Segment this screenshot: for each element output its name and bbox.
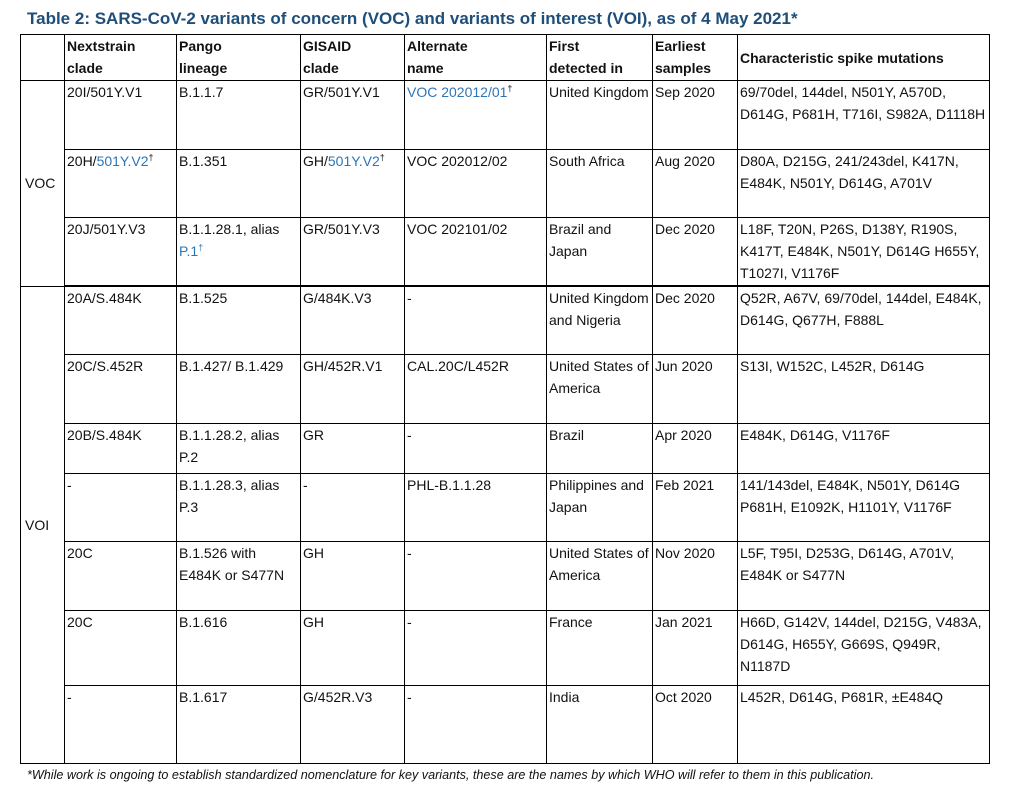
earliest-cell: Dec 2020 <box>653 286 738 355</box>
first-detected-cell: United Kingdom and Nigeria <box>547 286 653 355</box>
alternate-cell: VOC 202012/02 <box>405 149 547 218</box>
earliest-cell: Nov 2020 <box>653 542 738 611</box>
nextstrain-cell: 20C/S.452R <box>65 355 177 424</box>
nextstrain-cell: 20H/501Y.V2† <box>65 149 177 218</box>
table-row <box>21 81 990 150</box>
pango-cell: B.1.526 with E484K or S477N <box>177 542 301 611</box>
header-first-detected: First detected in <box>547 35 653 81</box>
header-row <box>21 35 990 81</box>
footnote: *While work is ongoing to establish standardized nomenclature for key variants, these are the names by which WHO will refer to them in this publication. <box>27 768 874 782</box>
first-detected-cell: United Kingdom <box>547 81 653 150</box>
earliest-cell: Aug 2020 <box>653 149 738 218</box>
nextstrain-cell: 20C <box>65 610 177 686</box>
nextstrain-cell: 20B/S.484K <box>65 423 177 473</box>
earliest-cell: Oct 2020 <box>653 686 738 764</box>
nextstrain-cell: 20A/S.484K <box>65 286 177 355</box>
mutations-cell: L18F, T20N, P26S, D138Y, R190S, K417T, E484K, N501Y, D614G H655Y, T1027I, V1176F <box>738 218 990 287</box>
alternate-cell: - <box>405 423 547 473</box>
pango-cell: B.1.1.28.2, alias P.2 <box>177 423 301 473</box>
earliest-cell: Feb 2021 <box>653 474 738 542</box>
first-detected-cell: Brazil <box>547 423 653 473</box>
earliest-cell: Apr 2020 <box>653 423 738 473</box>
mutations-cell: Q52R, A67V, 69/70del, 144del, E484K, D614G, Q677H, F888L <box>738 286 990 355</box>
pango-cell: B.1.1.7 <box>177 81 301 150</box>
earliest-cell: Dec 2020 <box>653 218 738 287</box>
header-alternate-name: Alternate name <box>405 35 547 81</box>
mutations-cell: H66D, G142V, 144del, D215G, V483A, D614G, H655Y, G669S, Q949R, N1187D <box>738 610 990 686</box>
alternate-cell: CAL.20C/L452R <box>405 355 547 424</box>
first-detected-cell: United States of America <box>547 542 653 611</box>
mutations-cell: S13I, W152C, L452R, D614G <box>738 355 990 424</box>
header-nextstrain-clade: Nextstrain clade <box>65 35 177 81</box>
dagger-mark: † <box>148 151 154 162</box>
category-voc: VOC <box>21 81 65 287</box>
voi-group <box>21 286 990 763</box>
earliest-cell: Sep 2020 <box>653 81 738 150</box>
table-row <box>21 149 990 218</box>
first-detected-cell: India <box>547 686 653 764</box>
pango-cell: B.1.427/ B.1.429 <box>177 355 301 424</box>
pango-cell: B.1.525 <box>177 286 301 355</box>
nextstrain-cell: 20C <box>65 542 177 611</box>
alternate-cell: PHL-B.1.1.28 <box>405 474 547 542</box>
table-row <box>21 286 990 355</box>
table-row <box>21 355 990 424</box>
table-title: Table 2: SARS-CoV-2 variants of concern (VOC) and variants of interest (VOI), as of 4 May 2021* <box>27 9 798 28</box>
nextstrain-cell: - <box>65 686 177 764</box>
alternate-cell: - <box>405 542 547 611</box>
first-detected-cell: United States of America <box>547 355 653 424</box>
nextstrain-cell: 20I/501Y.V1 <box>65 81 177 150</box>
nextstrain-cell: 20J/501Y.V3 <box>65 218 177 287</box>
gisaid-cell: G/484K.V3 <box>301 286 405 355</box>
first-detected-cell: Brazil and Japan <box>547 218 653 287</box>
mutations-cell: L452R, D614G, P681R, ±E484Q <box>738 686 990 764</box>
voc-group <box>21 81 990 287</box>
gisaid-cell: GH <box>301 610 405 686</box>
table-row <box>21 610 990 686</box>
pango-cell: B.1.617 <box>177 686 301 764</box>
dagger-mark: † <box>507 83 513 94</box>
gisaid-cell: GR <box>301 423 405 473</box>
dagger-mark: † <box>379 151 385 162</box>
first-detected-cell: France <box>547 610 653 686</box>
dagger-mark: † <box>198 242 204 253</box>
header-empty-cell <box>21 35 65 81</box>
alternate-cell: VOC 202101/02 <box>405 218 547 287</box>
mutations-cell: 141/143del, E484K, N501Y, D614G P681H, E1092K, H1101Y, V1176F <box>738 474 990 542</box>
mutations-cell: E484K, D614G, V1176F <box>738 423 990 473</box>
gisaid-cell: G/452R.V3 <box>301 686 405 764</box>
header-gisaid-clade: GISAID clade <box>301 35 405 81</box>
pango-cell: B.1.1.28.1, alias P.1† <box>177 218 301 287</box>
table-row <box>21 423 990 473</box>
variants-table <box>20 34 990 764</box>
earliest-cell: Jan 2021 <box>653 610 738 686</box>
header-earliest-samples: Earliest samples <box>653 35 738 81</box>
mutations-cell: L5F, T95I, D253G, D614G, A701V, E484K or S477N <box>738 542 990 611</box>
table-row <box>21 474 990 542</box>
table-row <box>21 542 990 611</box>
first-detected-cell: Philippines and Japan <box>547 474 653 542</box>
table-row <box>21 218 990 287</box>
gisaid-cell: - <box>301 474 405 542</box>
first-detected-cell: South Africa <box>547 149 653 218</box>
mutations-cell: 69/70del, 144del, N501Y, A570D, D614G, P681H, T716I, S982A, D1118H <box>738 81 990 150</box>
gisaid-cell: GH/501Y.V2† <box>301 149 405 218</box>
gisaid-cell: GR/501Y.V1 <box>301 81 405 150</box>
nextstrain-cell: - <box>65 474 177 542</box>
header-spike-mutations: Characteristic spike mutations <box>738 35 990 81</box>
alternate-cell: - <box>405 610 547 686</box>
gisaid-cell: GH <box>301 542 405 611</box>
earliest-cell: Jun 2020 <box>653 355 738 424</box>
alternate-cell: - <box>405 686 547 764</box>
pango-cell: B.1.351 <box>177 149 301 218</box>
gisaid-cell: GH/452R.V1 <box>301 355 405 424</box>
table-row <box>21 686 990 764</box>
alternate-cell: - <box>405 286 547 355</box>
header-pango-lineage: Pango lineage <box>177 35 301 81</box>
mutations-cell: D80A, D215G, 241/243del, K417N, E484K, N501Y, D614G, A701V <box>738 149 990 218</box>
pango-cell: B.1.1.28.3, alias P.3 <box>177 474 301 542</box>
category-voi: VOI <box>21 286 65 763</box>
gisaid-cell: GR/501Y.V3 <box>301 218 405 287</box>
alternate-cell: VOC 202012/01† <box>405 81 547 150</box>
pango-cell: B.1.616 <box>177 610 301 686</box>
